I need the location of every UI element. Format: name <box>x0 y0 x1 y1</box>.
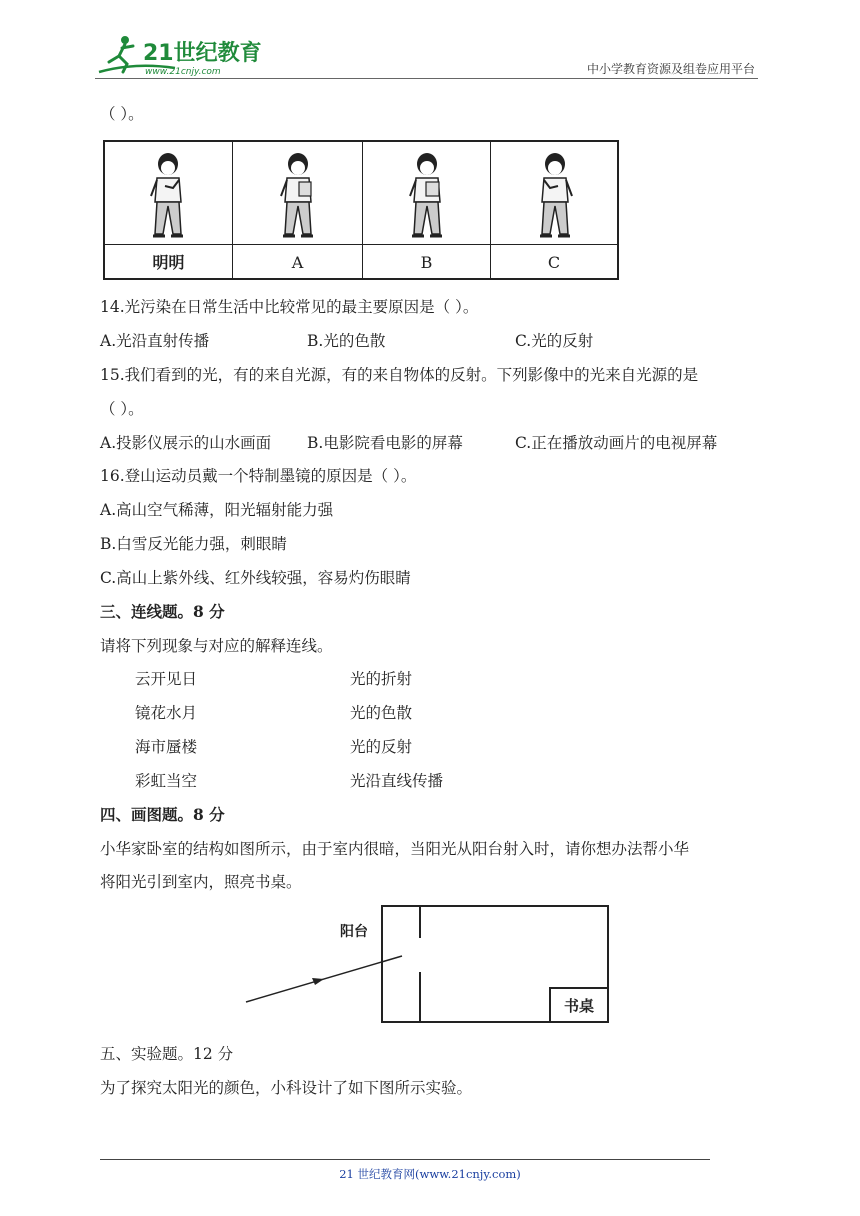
q16-stem: 16.登山运动员戴一个特制墨镜的原因是（ ）。 <box>100 467 417 485</box>
q15-stem-line2: （ ）。 <box>100 400 144 418</box>
q15-option-c: C.正在播放动画片的电视屏幕 <box>515 434 718 452</box>
match-left-item: 海市蜃楼 <box>135 738 198 756</box>
match-right-item: 光的折射 <box>350 670 413 688</box>
match-left-item: 云开见日 <box>135 670 198 688</box>
q14-option-c: C.光的反射 <box>515 332 594 350</box>
boy-figure-b <box>402 150 452 242</box>
desk-label: 书桌 <box>563 997 595 1015</box>
q15-option-b: B.电影院看电影的屏幕 <box>307 434 463 452</box>
boy-figure-mingming <box>143 150 193 242</box>
q14-option-b: B.光的色散 <box>307 332 386 350</box>
boy-figure-a <box>273 150 323 242</box>
q15-option-a: A.投影仪展示的山水画面 <box>100 434 272 452</box>
q13-answer-blank: （ ）。 <box>100 105 144 123</box>
footer-rule <box>100 1159 710 1160</box>
q15-stem-line1: 15.我们看到的光，有的来自光源，有的来自物体的反射。下列影像中的光来自光源的是 <box>100 366 699 384</box>
header-platform-text: 中小学教育资源及组卷应用平台 <box>586 62 755 76</box>
match-right-item: 光沿直线传播 <box>350 772 444 790</box>
section4-title: 四、画图题。8 分 <box>100 805 225 824</box>
section4-text-line2: 将阳光引到室内，照亮书桌。 <box>100 873 302 891</box>
balcony-label: 阳台 <box>340 924 368 940</box>
q16-option-b: B.白雪反光能力强，刺眼睛 <box>100 535 287 553</box>
table-divider <box>105 244 617 245</box>
figure-table <box>103 140 619 280</box>
table-label-b: B <box>420 253 433 272</box>
table-label-a: A <box>291 253 304 272</box>
q16-option-c: C.高山上紫外线、红外线较强，容易灼伤眼睛 <box>100 569 411 587</box>
ray-arrow-icon <box>312 978 324 985</box>
section4-text-line1: 小华家卧室的结构如图所示，由于室内很暗，当阳光从阳台射入时，请你想办法帮小华 <box>100 840 690 858</box>
svg-text:www.21cnjy.com: www.21cnjy.com <box>145 67 221 77</box>
section3-title: 三、连线题。8 分 <box>100 602 225 621</box>
section5-text: 为了探究太阳光的颜色，小科设计了如下图所示实验。 <box>100 1079 473 1097</box>
match-left-item: 镜花水月 <box>135 704 198 722</box>
match-right-item: 光的色散 <box>350 704 413 722</box>
section3-instruction: 请将下列现象与对应的解释连线。 <box>100 637 333 655</box>
svg-text:21世纪教育: 21世纪教育 <box>143 41 262 66</box>
table-label-mingming: 明明 <box>152 253 185 272</box>
table-label-c: C <box>547 253 561 272</box>
section5-title: 五、实验题。12 分 <box>100 1045 234 1063</box>
q14-stem: 14.光污染在日常生活中比较常见的最主要原因是（ ）。 <box>100 298 479 316</box>
boy-figure-c <box>530 150 580 242</box>
q14-option-a: A.光沿直射传播 <box>100 332 210 350</box>
match-left-item: 彩虹当空 <box>135 772 198 790</box>
room-diagram <box>240 900 620 1030</box>
footer-text: 21 世纪教育网(www.21cnjy.com) <box>339 1167 521 1181</box>
q16-option-a: A.高山空气稀薄，阳光辐射能力强 <box>100 501 334 519</box>
header-rule <box>95 78 758 79</box>
logo-21cnjy <box>95 32 265 78</box>
match-right-item: 光的反射 <box>350 738 413 756</box>
